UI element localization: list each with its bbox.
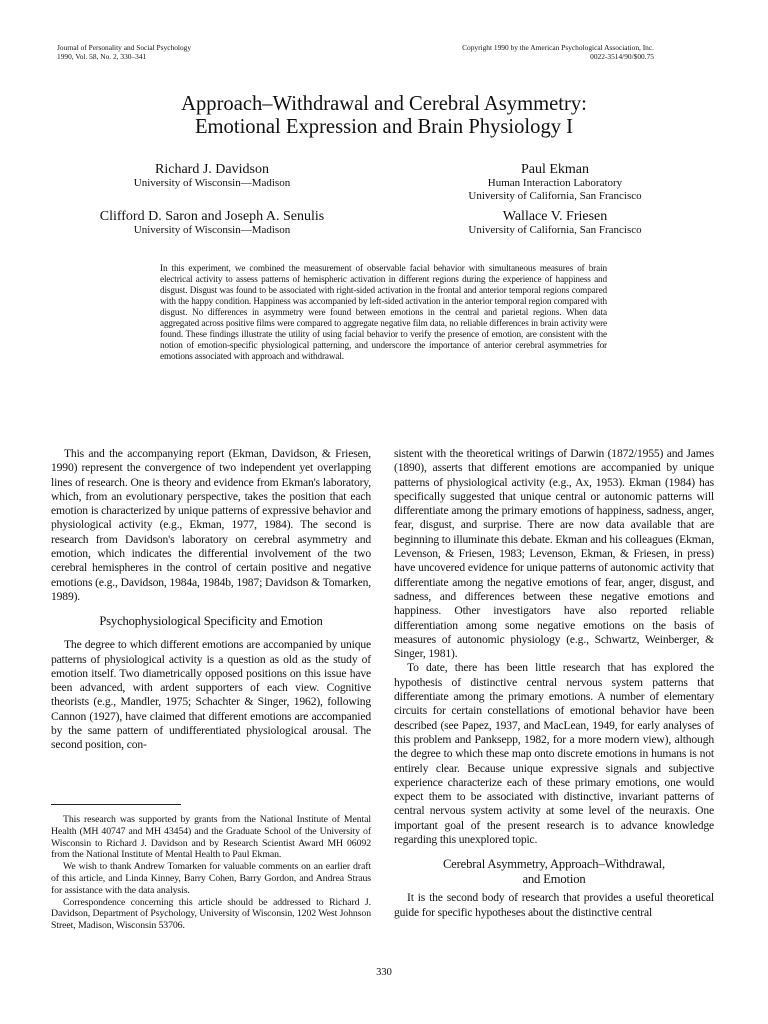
body-paragraph: sistent with the theoretical writings of Darwin (1872/1955) and James (1890), asserts that different emotions are accompanied by unique patterns of physiological activity (e.g., Ax, 1953). Ekman (1984) has specifically suggested that unique central or autonomic patterns will differentiate among the primary emotions of happiness, sadness, anger, fear, disgust, and surprise. There are now data available that are beginning to illuminate this debate. Ekman and his colleagues (Ekman, Levenson, & Friesen, 1983; Levenson, Ekman, & Friesen, in press) have uncovered evidence for unique patterns of autonomic activity that differentiate among the negative emotions of fear, anger, disgust, and sadness, and differences between these negative emotions and happiness. Other investigators have also reported reliable differentiation among some negative emotions on the basis of measures of autonomic physiology (e.g., Schwartz, Weinberger, & Singer, 1981).: [394, 447, 714, 661]
body-paragraph: The degree to which different emotions are accompanied by unique patterns of physiological activity is a question as old as the study of emotion itself. Two diametrically opposed positions on this issue have been advanced, with ardent supporters of each view. Cognitive theorists (e.g., Mandler, 1975; Schachter & Singer, 1962), following Cannon (1927), have claimed that different emotions are accompanied by the same pattern of undifferentiated physiological arousal. The second position, con-: [51, 638, 371, 752]
section-heading: Psychophysiological Specificity and Emotion: [99, 614, 323, 629]
body-paragraph: To date, there has been little research that has explored the hypothesis of distinctive central nervous system patterns that differentiate among the primary emotions. A number of elementary circuits for certain constellations of emotional behavior have been described (see Papez, 1937, and MacLean, 1949, for early analyses of this problem and Panksepp, 1982, for a more modern view), although the degree to which these map onto discrete emotions in humans is not entirely clear. Because unique expressive signals and subjective experience characterize each of these primary emotions, one would expect them to be associated with distinctive, invariant patterns of central nervous system activity at some level of the neuraxis. One important goal of the present research is to advance knowledge regarding this unexplored topic.: [394, 661, 714, 847]
abstract: In this experiment, we combined the measurement of observable facial behavior with simultaneous measures of brain electrical activity to assess patterns of hemispheric activation in different regions during the experience of happiness and disgust. Disgust was found to be associated with right-sided activation in the frontal and anterior temporal regions compared with the happy condition. Happiness was accompanied by left-sided activation in the anterior temporal region compared with disgust. No differences in asymmetry were found between emotions in the central and parietal regions. When data aggregated across positive films were compared to aggregate negative film data, no reliable differences in brain activity were found. These findings illustrate the utility of using facial behavior to verify the presence of emotion, are consistent with the notion of emotion-specific physiological patterning, and underscore the importance of anterior cerebral asymmetries for emotions associated with approach and withdrawal.: [160, 263, 607, 362]
author-name: Wallace V. Friesen: [502, 209, 608, 224]
title-line-2: Emotional Expression and Brain Physiology I: [194, 116, 574, 138]
body-paragraph: This and the accompanying report (Ekman, Davidson, & Friesen, 1990) represent the convergence of two independent yet overlapping lines of research. One is theory and evidence from Ekman's laboratory, which, from an evolutionary perspective, takes the position that each emotion is characterized by unique patterns of expressive behavior and physiological activity (e.g., Ekman, 1977, 1984). The second is research from Davidson's laboratory on cerebral asymmetry and emotion, which indicates the differential involvement of the two cerebral hemispheres in the control of certain positive and negative emotions (e.g., Davidson, 1984a, 1984b, 1987; Davidson & Tomarken, 1989).: [51, 447, 371, 603]
author-affiliation: University of Wisconsin—Madison: [133, 224, 291, 236]
copyright-text: Copyright 1990 by the American Psychological Association, Inc.: [462, 43, 654, 52]
author-affiliation: University of California, San Francisco: [468, 189, 642, 202]
author-block-ekman: [395, 162, 715, 202]
body-column-right: [394, 447, 714, 920]
body-paragraph: It is the second body of research that provides a useful theoretical guide for specific hypotheses about the distinctive central: [394, 891, 714, 919]
section-heading-line-2: and Emotion: [522, 872, 586, 887]
journal-citation: [57, 44, 191, 61]
journal-volume: 1990, Vol. 58, No. 2, 330–341: [57, 51, 147, 61]
author-name: Clifford D. Saron and Joseph A. Senulis: [99, 209, 325, 224]
author-affiliation: University of California, San Francisco: [468, 224, 642, 236]
author-affiliation: University of Wisconsin—Madison: [133, 177, 291, 189]
author-block-friesen: [395, 209, 715, 237]
author-block-davidson: [52, 162, 372, 190]
section-heading-line-1: Cerebral Asymmetry, Approach–Withdrawal,: [442, 857, 666, 872]
author-affiliation: Human Interaction Laboratory: [487, 177, 623, 189]
footnote-acknowledgments: We wish to thank Andrew Tomarken for valuable comments on an earlier draft of this article, and Linda Kinney, Barry Cohen, Barry Gordon, and Andrea Straus for assistance with the data analysis.: [51, 861, 371, 896]
journal-name: Journal of Personality and Social Psychology: [57, 43, 192, 52]
footnote-correspondence: Correspondence concerning this article should be addressed to Richard J. Davidson, Department of Psychology, University of Wisconsin, 1202 West Johnson Street, Madison, Wisconsin 53706.: [51, 896, 371, 932]
footnote-funding: This research was supported by grants from the National Institute of Mental Health (MH 40747 and MH 43454) and the Graduate School of the University of Wisconsin to Richard J. Davidson and by Research Scientist Award MH 06092 from the National Institute of Mental Health to Paul Ekman.: [51, 814, 371, 861]
article-title: [0, 93, 768, 139]
page-number: 330: [376, 967, 392, 978]
body-column-left: [51, 447, 371, 753]
footnote-rule: [51, 804, 181, 805]
copyright-notice: [462, 44, 654, 61]
author-block-saron-senulis: [52, 209, 372, 237]
title-line-1: Approach–Withdrawal and Cerebral Asymmetry:: [181, 93, 587, 115]
article-code: 0022-3514/90/$00.75: [590, 51, 654, 61]
author-name: Richard J. Davidson: [155, 162, 269, 177]
author-name: Paul Ekman: [520, 162, 590, 177]
footnotes: [51, 814, 371, 932]
